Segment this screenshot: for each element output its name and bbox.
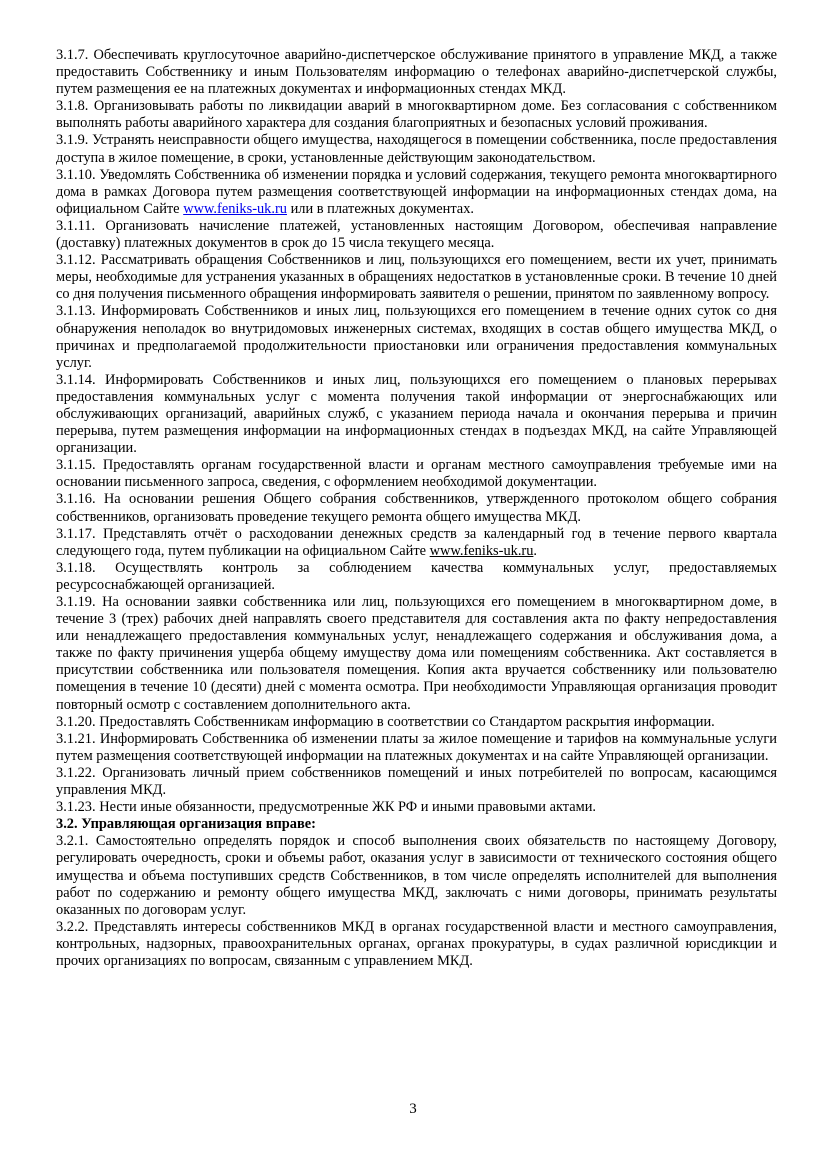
clause-3-1-20: [56, 714, 777, 731]
clause-text: Предоставлять органам государственной власти и органам местного самоуправления требуемые ими на основании письменного запроса, сведения, с оформлением необходимой документации.: [56, 457, 777, 491]
clause-number: 3.1.22.: [56, 764, 96, 781]
clause-3-1-22: [56, 765, 777, 799]
clause-number: 3.1.21.: [56, 730, 96, 747]
clause-number: 3.2.2.: [56, 918, 89, 935]
clause-3-1-23: [56, 799, 777, 816]
site-link[interactable]: www.feniks-uk.ru: [183, 200, 287, 217]
clause-text: На основании решения Общего собрания собственников, утвержденного протоколом общего собрания собственников, организовать проведение текущего ремонта общего имущества МКД.: [56, 491, 777, 525]
clause-text: Уведомлять Собственника об изменении порядка и условий содержания, текущего ремонта многоквартирного дома в рамках Договора путем размещения соответствующей информации на информационных стендах дома, на официальном Сайте: [56, 166, 777, 217]
section-number: 3.2.: [56, 816, 78, 833]
clause-3-2-1: [56, 833, 777, 918]
clause-number: 3.1.10.: [56, 166, 96, 183]
clause-number: 3.1.11.: [56, 217, 96, 234]
clause-text: Организовывать работы по ликвидации аварий в многоквартирном доме. Без согласования с собственником выполнять работы аварийного характера для создания благоприятных и безопасных условий проживания.: [56, 98, 777, 132]
clause-3-1-9: [56, 132, 777, 166]
clause-3-1-18: [56, 560, 777, 594]
document-body: [56, 47, 777, 970]
clause-3-1-14: [56, 372, 777, 457]
clause-text: Самостоятельно определять порядок и способ выполнения своих обязательств по настоящему Договору, регулировать очередность, сроки и объемы работ, оказания услуг в зависимости от технического состояния общего имущества и объема поступивших средств Собственников, в том числе определять исполнителей для выполнения работ по содержанию и ремонту общего имущества МКД, заключать с ними договоры, принимать результаты оказанных по договорам услуг.: [56, 833, 777, 918]
clause-number: 3.1.20.: [56, 713, 96, 730]
clause-text: или в платежных документах.: [290, 200, 474, 217]
site-link[interactable]: www.feniks-uk.ru: [429, 542, 534, 559]
clause-number: 3.1.12.: [56, 252, 96, 269]
clause-3-1-13: [56, 303, 777, 371]
clause-number: 3.1.23.: [56, 799, 96, 816]
clause-3-1-15: [56, 457, 777, 491]
clause-number: 3.2.1.: [56, 833, 89, 850]
clause-number: 3.1.13.: [56, 303, 96, 320]
clause-text: Организовать начисление платежей, установленных настоящим Договором, обеспечивая направление (доставку) платежных документов в срок до 15 числа текущего месяца.: [56, 217, 777, 252]
clause-number: 3.1.9.: [56, 132, 89, 149]
clause-3-1-12: [56, 252, 777, 303]
clause-3-1-11: [56, 218, 777, 252]
clause-text: Осуществлять контроль за соблюдением качества коммунальных услуг, предоставляемых ресурсоснабжающей организацией.: [56, 559, 777, 593]
clause-3-1-21: [56, 731, 777, 765]
clause-number: 3.1.14.: [56, 371, 96, 388]
clause-3-2-2: [56, 919, 777, 970]
clause-3-1-19: [56, 594, 777, 714]
section-heading-3-2: [56, 816, 777, 833]
clause-number: 3.1.16.: [56, 491, 96, 508]
clause-3-1-10: [56, 167, 777, 218]
clause-number: 3.1.8.: [56, 98, 89, 115]
clause-text: Организовать личный прием собственников помещений и иных потребителей по вопросам, касающимся управления МКД.: [56, 764, 777, 799]
clause-3-1-7: [56, 47, 777, 98]
clause-text: Обеспечивать круглосуточное аварийно-диспетчерское обслуживание принятого в управление МКД, а также предоставить Собственнику и иным Пользователям информацию о телефонах аварийно-диспетчерской службы, путем размещения ее на платежных документах и информационных стендах МКД.: [56, 47, 777, 98]
clause-3-1-17: [56, 526, 777, 560]
clause-text: Представлять интересы собственников МКД в органах государственной власти и местного самоуправления, контрольных, надзорных, правоохранительных органах, органах прокуратуры, в судах различной юрисдикции и прочих организациях по вопросам, связанным с управлением МКД.: [56, 918, 777, 969]
clause-text: Нести иные обязанности, предусмотренные ЖК РФ и иными правовыми актами.: [99, 799, 597, 816]
clause-text: .: [533, 542, 538, 559]
clause-number: 3.1.18.: [56, 559, 96, 576]
clause-number: 3.1.7.: [56, 47, 89, 63]
clause-number: 3.1.19.: [56, 594, 96, 610]
clause-3-1-8: [56, 98, 777, 132]
clause-text: Информировать Собственников и иных лиц, пользующихся его помещением в течение одних суток со дня обнаружения неполадок во внутридомовых инженерных системах, входящих в состав общего имущества МКД, о причинах и предполагаемой продолжительности приостановки или ограничения предоставления коммунальных услуг.: [56, 303, 777, 371]
clause-number: 3.1.15.: [56, 457, 96, 474]
clause-text: Рассматривать обращения Собственников и лиц, пользующихся его помещением, вести их учет, принимать меры, необходимые для устранения указанных в обращениях недостатков в установленные сроки. В течение 10 дней со дня получения письменного обращения информировать заявителя о решении, принятом по заявленному вопросу.: [56, 252, 778, 303]
clause-text: На основании заявки собственника или лиц, пользующихся его помещением в многоквартирном доме, в течение 3 (трех) рабочих дней направлять своего представителя для составления акта по факту непредоставления или ненадлежащего предоставления коммунальных услуг, ненадлежащего содержания и обслуживания дома, а также по факту причинения ущерба общему имуществу дома или помещениям собственника. Акт составляется в присутствии собственника или пользователя помещения. Копия акта вручается собственнику или пользователю помещения в течение 10 (десяти) дней с момента осмотра. При необходимости Управляющая организация проводит повторный осмотр с составлением дополнительного акта.: [56, 594, 777, 713]
clause-text: Устранять неисправности общего имущества, находящегося в помещении собственника, после предоставления доступа в жилое помещение, в сроки, установленные действующим законодательством.: [56, 132, 777, 166]
clause-3-1-16: [56, 491, 777, 525]
page-number: 3: [409, 1101, 417, 1117]
clause-text: Информировать Собственника об изменении платы за жилое помещение и тарифов на коммунальные услуги путем размещения соответствующей информации на платежных документах и на сайте Управляющей организации.: [56, 730, 777, 764]
clause-number: 3.1.17.: [56, 525, 96, 542]
clause-text: Информировать Собственников и иных лиц, пользующихся его помещением о плановых перерывах предоставления коммунальных услуг с момента получения такой информации от энергоснабжающих или обслуживающих организаций, аварийных служб, с указанием периода начала и окончания перерыва и причин перерыва, путем размещения информации на информационных стендах в подъездах МКД, на сайте Управляющей организации.: [56, 371, 777, 457]
clause-text: Предоставлять Собственникам информацию в соответствии со Стандартом раскрытия информации.: [99, 713, 715, 730]
section-title: Управляющая организация вправе:: [81, 816, 316, 833]
clause-text: Представлять отчёт о расходовании денежных средств за календарный год в течение первого квартала следующего года, путем публикации на официальном Сайте: [56, 525, 777, 559]
